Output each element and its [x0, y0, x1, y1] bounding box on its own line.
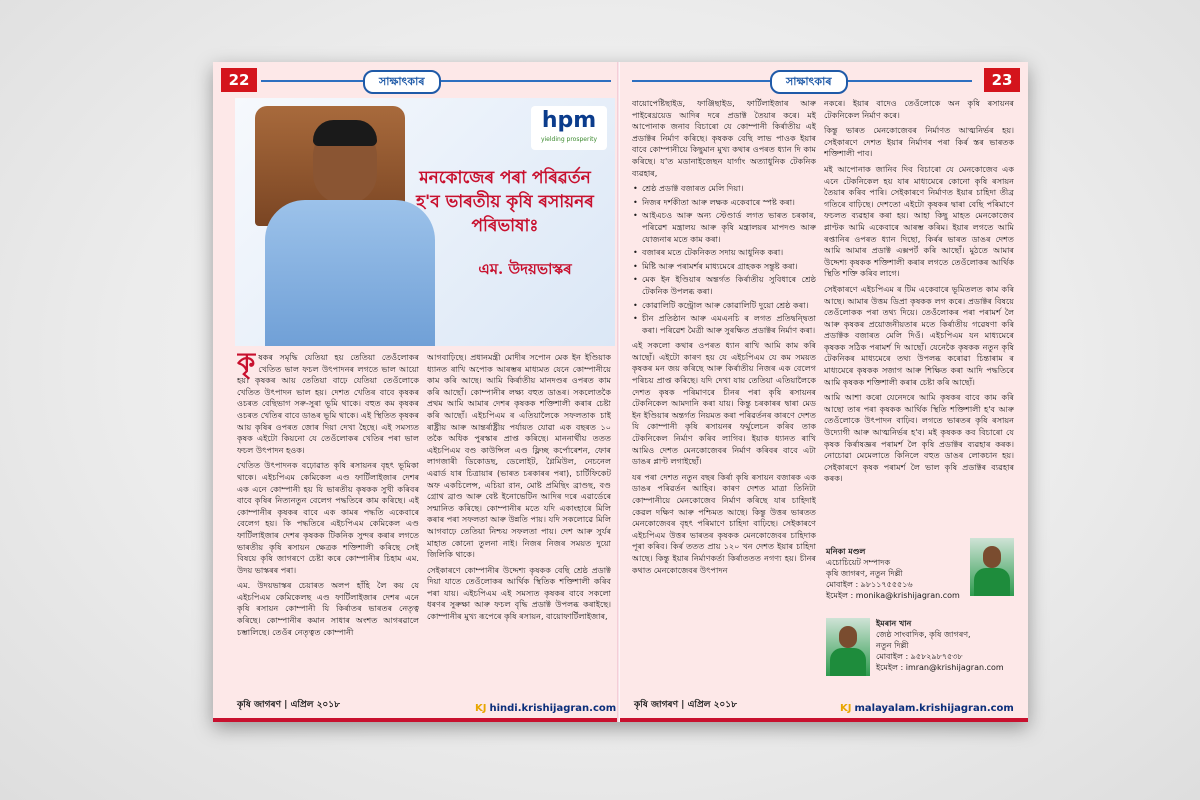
contact-card-1: [826, 546, 966, 601]
contact-role: এচোচিয়েট সম্পাদক: [826, 558, 891, 567]
headline: [389, 166, 615, 238]
contact-name: ইমৰান খান: [876, 619, 912, 628]
paragraph: সেইকাৰণে কোম্পানীৰ উদ্দেশ্য কৃষকক বেছি শ্ৰেষ্ঠ প্ৰডাক্ট দিয়া যাতে তেওঁলোকৰ আৰ্থিক স্থিতিক শক্তিশালী কৰিব পৰা যায়। এইচপিএম এই সমস্যত কৃষকৰ বাবে সকলো ধৰণৰ সুৰুক্ষা আৰু ফচল বৃদ্ধি প্ৰডাক্ট উপলব্ধ কৰাইছে। কোম্পানীৰ মুখ্য ৰূপেৰে কৃষি ৰসায়ন, বায়োফাৰ্টিলাইজাৰ,: [427, 564, 611, 622]
left-page: [213, 62, 621, 722]
contact-org: নতুন দিল্লী: [876, 641, 909, 650]
paragraph: মই আপোনাক জানিব দিব বিচাৰো যে মেনকোজেব এক এনে টেকনিকেল হয় যাৰ মাধ্যমেৰে কোনো কৃষি ৰসায়ন তৈয়াৰ কৰিব পাৰি। সেইকাৰণে নিৰ্মাণত ইয়াৰ চাহিদা তীব্ৰ গতিৰে বাঢ়িছে। দেশতো এইটো কৃষকৰ দ্বাৰা বেছি পৰিমাণে ফচলত ব্যৱহাৰ কৰা হয়। আহা কিছু মাহত মেনকোজেব প্লাণ্টক আমি একেবাৰে আৰম্ভ কৰিম। ইয়াৰ লগতে আমি ৰপ্তানিৰ ওপৰত ধ্যান দিছো, কিৰ্ৰৰ ভাৰত ডাঙৰ দেশত আমি আমাৰ প্ৰডাক্ট এক্সপৰ্ট কৰি আছোঁ। মুঠতে আমাৰ উদ্দেশ্য কৃষকক শক্তিশালী কৰাৰ লগতে তেওঁলোকৰ আৰ্থিক স্থিতি শক্তি কৰিব লাগে।: [824, 163, 1014, 279]
footer-bar: [213, 718, 620, 722]
page-number: 23: [984, 68, 1020, 92]
headline-line: পৰিভাষাঃ: [471, 216, 539, 236]
magazine-spread: [213, 62, 1028, 722]
right-page: [620, 62, 1028, 722]
logo-tagline: yielding prosperity: [540, 136, 598, 143]
article-column-2: [427, 352, 611, 680]
bullet-item: • শ্ৰেষ্ঠ প্ৰডাক্ট বজাৰত মেলি দিয়া।: [632, 183, 816, 195]
kj-logo-icon: KJ: [840, 703, 852, 714]
contact-org: কৃষি জাগৰণ, নতুন দিল্লী: [826, 569, 903, 578]
paragraph: খেতিত উৎপাদনক বঢ়োৱাত কৃষি ৰসায়নৰ বৃহৎ ভূমিকা থাকে। এইচপিএম কেমিকেল এণ্ড ফাৰ্টিলাইজাৰ দেশৰ এক এনে কোম্পানী হয় যি ভাৰতীয় কৃষকক সুখী কৰিবৰ বাবে কৃষিৰ নিত্যনতুন বেলেগ পদ্ধতিৰে কাম কৰিছে। এই কোম্পানীৰ কৃষকৰ বাবে এক কামৰ পদ্ধতি একেবাৰে বেলেগ হয়। কি পদ্ধতিৰে এইচপিএম কেমিকেল এণ্ড ফাৰ্টিলাইজাৰ দেশৰ কৃষকক টিকনিক সুন্দৰ কৰাৰ লগতে ভাৰতীয় কৃষি ৰসায়ন ক্ষেত্ৰক শক্তিশালী কৰিছে সেই বিষয়ে কৃষি জাগৰণে চেষ্টা কৰে কোম্পানীৰ চিহাম এম. উদয় ভাস্কৰৰ পৰা।: [237, 460, 419, 575]
contact-email: ইমেইল : imran@krishijagran.com: [876, 663, 1004, 672]
headline-line: মনকোজেৰ পৰা পৰিৱৰ্তন: [419, 168, 591, 188]
paragraph: সেইকাৰণে এইচপিএম ৰ টিম একেবাৰে ভূমিতলত কাম কৰি আছে। আমাৰ উত্তম ডিপ্ৰা কৃষকক লগ কৰে। প্ৰডাক্টৰ বিষয়ে তেওঁলোকক পৰা তথ্য দিয়ে। তেওঁলোকৰ পৰা পৰামৰ্শ লৈ আৰু কৃষকৰ প্ৰয়োজনীয়তাৰ মতে কিৰ্ৰাতীয় গৱেষণা কৰি প্ৰডাক্টক বজাৰত মেলি দিওঁ। এইচপিএম যন মাধ্যমেৰে কৃষকক সঠিক পৰামৰ্শ দি আছোঁ। যেনেকৈ কৃষকক নতুন কৃষি টেকনিকৰ মাধ্যমেৰে তথ্য উপলব্ধ কৰোৱা চিন্তাৰাম ৰ মাধ্যমেৰে কৃষকক সজাগ আৰু শিক্ষিত কৰা আদি পদ্ধতিৰে আমি কৃষকক শক্তিশালী কৰাৰ চেষ্টা কৰি আছোঁ।: [824, 283, 1014, 387]
contact-photo-1: [970, 538, 1014, 596]
bullet-item: • মিষ্টি আৰু পৰামৰ্শৰ মাধ্যমেৰে গ্ৰাহকক সন্তুষ্ট কৰা।: [632, 261, 816, 273]
footer-bar: [620, 718, 1028, 722]
hero-photo: [235, 98, 615, 346]
section-label: সাক্ষাৎকাৰ: [770, 70, 848, 94]
bullet-list: [632, 183, 816, 336]
article-column-3: [632, 98, 816, 678]
drop-cap: কৃ: [237, 352, 256, 378]
article-column-1: [237, 352, 419, 680]
paragraph: এম. উদয়ভাস্কৰ চেয়াৰত অলপ হাঁহি লৈ কয় যে এইচপিএম কেমিকেলছ এণ্ড ফাৰ্টিলাইজাৰ দেশৰ এনে কৃষি ৰসায়ন কোম্পানী যি কিৰ্ৰাতৰ ভাৰতৰ নেতৃত্ব কৰিছে। কোম্পানীৰ কমান সাধাৰ অংশত আগৰৱালে চম্ভালিছে। তেওঁৰ নেতৃত্বত কোম্পানী: [237, 580, 419, 637]
contact-email: ইমেইল : monika@krishijagran.com: [826, 591, 960, 600]
footer-url: KJ hindi.krishijagran.com: [475, 703, 617, 714]
page-number: 22: [221, 68, 257, 92]
bullet-item: • চীন প্ৰতিষ্ঠান আৰু এমএনচি ৰ লগত প্ৰতিদ্বন্দ্বিতা কৰা। পৰিৱেশ মৈত্ৰী আৰু সুৰক্ষিত প্ৰডাক্টৰ নিৰ্মাণ কৰা।: [632, 313, 816, 336]
logo-text: hpm: [541, 108, 597, 133]
bullet-item: • মেক ইন ইণ্ডিয়াৰ অন্তৰ্গত কিৰ্ৰাতীয় সুবিধাৰে শ্ৰেষ্ঠ টেকনিক উপলব্ধ কৰা।: [632, 274, 816, 297]
page-footer: কৃষি জাগৰণ | এপ্ৰিল ২০১৮: [634, 700, 737, 710]
bullet-item: • নিজৰ দৰ্শকীতা আৰু লক্ষক একেবাৰে স্পষ্ট কৰা।: [632, 197, 816, 209]
contact-card-2: [876, 618, 1016, 673]
bullet-item: • কোৱালিটি কন্ট্ৰোল আৰু কোৱালিটি দুয়ো শ্ৰেষ্ঠ কৰা।: [632, 300, 816, 312]
footer-url: KJ malayalam.krishijagran.com: [840, 703, 1014, 714]
hpm-logo: [531, 106, 607, 150]
contact-name: মনিকা মণ্ডল: [826, 547, 866, 556]
paragraph: এই সকলো কথাৰ ওপৰত ধ্যান ৰাখি আমি কাম কৰি আছোঁ। এইটো কাৰণ হয় যে এইচপিএম যে কম সময়ত কৃষকৰ মন জয় কৰিছে আৰু কিৰ্ৰাতীয় নিজৰ এক বেলেগ পৰিচয় প্ৰাপ্ত কৰিছে। যদি দেখা যায় তেতিয়া এতিয়ালৈকে দেশত কৃষক পৰিমাণৰে চীনৰ পৰা কৃষি ৰসায়নৰ টেকনিকেল আমদানি কৰা যায়। কিন্তু চৰকাৰৰ দ্বাৰা মেড ইন ইণ্ডিয়াৰ অন্তৰ্গত নিয়মত কৰা পৰিৱৰ্তনৰ কাৰণে দেশত যি কোম্পানী কৃষি ৰসায়নৰ ফৰ্মুলেচন কৰিব তাক টেকনিকেল নিৰ্মাণ কৰিব লাগিব। ইয়াক ধ্যানত ৰাখি আমিও দেশত মেনকোজেবৰ নিৰ্মাণ কৰিবৰ বাবে এটা ডাঙৰ প্লাণ্ট লগাইছোঁ।: [632, 340, 816, 467]
paragraph: নকৰে। ইয়াৰ বাদেও তেওঁলোকে অন কৃষি ৰসায়নৰ টেকনিকেল নিৰ্মাণ কৰে।: [824, 98, 1014, 120]
paragraph: আগবাঢ়িছে। প্ৰধানমন্ত্ৰী মোদীৰ সপোন মেক ইন ইণ্ডিয়াক ধ্যানত ৰাখি অপোক আৰম্ভৰ মাধ্যমত যেনে কোম্পানীয়ে কাম কৰি আছে। আমি কিৰ্ৰাতীয় মানদণ্ডৰ ওপৰত কাম কৰি আছোঁ। কোম্পানীৰ লক্ষ্য বহুত ডাঙৰ। সকলোতকৈ প্ৰথম আমি আমাৰ দেশৰ কৃষকক শক্তিশালী কৰাৰ চেষ্টা কৰি আছোঁ। এইচপিএম ৰ এতিয়ালৈকে সফলতাক চাই ৰাষ্ট্ৰীয় আৰু আন্তৰ্ৰাষ্ট্ৰীয় পৰ্যায়ত যোৱা এক বছৰত ১০ তকৈ অধিক পুৰস্কাৰ প্ৰাপ্ত কৰিছে। মাননাৰ্থীয় ততত এইচপিএম বণ্ড কাউন্সিল এণ্ড ফ্লিচ্ছ কৰ্পোৰেশন, ফোৰ লাগজাৰী ডিকোডছ, ডেলোইট, গ্লৈমিউল, নেচনেল এৱাৰ্ড যাৰ চিত্ৰায়াৰ (ভাৰত চৰকাৰৰ পৰা), চাৰ্টিফিকেট অফ একচিলেন্স, এচিয়া রান, মোষ্ট প্ৰমিছিং ব্ৰাণ্ডছ, বণ্ড গ্ৰোথ ব্ৰাণ্ড আৰু বেষ্ট ইনোভেটিন আদিৰ দৰে এৱাৰ্ডেৰে সন্মানিত কৰিছে। কোম্পানীৰ মতে যদি একাংহাৰে মিলি কৰাৰ পৰা সফলতা আৰু উন্নতি পায়। যদি সকলোৱে মিলি আগবাঢ়ে তেতিয়া নিশ্চয় সফলতা পায়। দেশ আৰু সুৰ্যৰ মাহাত কোনো তুলনা নাই। নিজৰ নিজৰ সময়ত দুয়ো জিলিকি থাকে।: [427, 352, 611, 560]
article-column-4: [824, 98, 1014, 536]
paragraph: আমি আশা কৰো যেনেদৰে আমি কৃষকৰ বাবে কাম কৰি আছো তাৰ পৰা কৃষকক আৰ্থিক স্থিতি শক্তিশালী হ'ব আৰু তেওঁলোকে উৎপাদন বাঢ়িব। লগতে ভাৰতৰ কৃষি ৰসায়ন উদ্যোগী আৰু আত্মনিৰ্ভৰ হ'ব। মই কৃষকক কব বিচাৰো যে কৃষক কিৰ্ৰাষজ্ঞৰ পৰামৰ্শ লৈ কৃষি প্ৰডাক্টৰ ব্যৱহাৰ কৰক। নোচোৱা মেমেলাতে কিনিলে বহুত ডাঙৰ লোকচান হয়। সেইকাৰণে কৃষক পৰামৰ্শ লৈ ভাল কৃষি প্ৰডাক্টৰ ব্যৱহাৰ কৰক।: [824, 392, 1014, 484]
bullet-item: • বজাৰৰ মতে টেকনিকত সদায় আধুনিক কৰা।: [632, 247, 816, 259]
paragraph: বায়োপেষ্টিছাইড, ফাঞ্জিছাইড, ফাৰ্টিলাইজাৰ আৰু পাইৰেথ্ৰয়েড আদিৰ দৰে প্ৰডাক্ট তৈয়াৰ কৰে। মই আপোনাক জনাব বিচাৰো যে কোম্পানী কিৰ্ৰাতীয় এই প্ৰডাক্টৰ নিৰ্মাণ কৰিছে। কৃষকক বেছি লাভ পাওক ইয়াৰ বাবে কোম্পানীয়ে কিছুমান মুখ্য কথাৰ ওপৰত ধ্যান দি কাম কৰিছে। য'ত মডানাইজেছন যাৰ্গাং অত্যাধুনিক টেকনিক ব্যৱহাৰ,: [632, 98, 816, 178]
bullet-item: • আইএচও আৰু অন্য স্টেণ্ডাৰ্ড লগত ভাৰত চৰকাৰ, পৰিৱেশ মন্ত্ৰালয় আৰু কৃষি মন্ত্ৰালয়ৰ মাপদণ্ড আৰু যোজনাৰ মতে কাম কৰা।: [632, 210, 816, 245]
headline-line: হ'ব ভাৰতীয় কৃষি ৰসায়নৰ: [416, 192, 594, 212]
paragraph: কিন্তু ভাৰত মেনকোজেবৰ নিৰ্মাণত আত্মনিৰ্ভৰ হয়। সেইকাৰণে দেশত ইয়াৰ নিৰ্মাণৰ পৰা কিৰ্ৰ স্তৰ ভাৰতক শক্তিশালী পাব।: [824, 125, 1014, 159]
contact-phone: মোবাইল : ৯৮১১৭৫৫৫১৬: [826, 580, 913, 589]
page-footer: কৃষি জাগৰণ | এপ্ৰিল ২০১৮: [237, 700, 340, 710]
byline: এম. উদয়ভাস্কৰ: [478, 260, 572, 278]
paragraph: যৰ পৰা দেশত নতুন বছৰ কিৰ্ৰা কৃষি ৰসায়ন বজাৰক এক ডাঙৰ পৰিৱৰ্তন আহিব। কাৰণ দেশত মাত্ৰা তিনিটা কোম্পানীয়ে মেনকোজেব নিৰ্মাণ কৰিছে যাৰ চাহিদাই কেৱল দক্ষিণ আৰু পশ্চিমত আছে। কিন্তু উত্তৰ ভাৰতত মেনকোজেবৰ বৃহৎ পৰিমাণে চাহিদা বাঢ়িছে। সেইকাৰণে এইচপিএম উত্তৰ ভাৰতৰ কৃষকক মেনকোজেবৰ চাহিদাক পূৰা কৰিব। কিৰ্ৰ ততত প্ৰায় ১২০ খন দেশত ইয়াৰ চাহিদা আছে। কিন্তু ইয়াৰ নিৰ্মাণকৰ্তা কিৰ্ৰাততত নগণ্য হয়। চীনৰ কথাত মেনকোজেবৰ উৎপাদন: [632, 471, 816, 575]
contact-role: জেষ্ঠ সাংবাদিক, কৃষি জাগৰণ,: [876, 630, 971, 639]
kj-logo-icon: KJ: [475, 703, 487, 714]
contact-photo-2: [826, 618, 870, 676]
paragraph: কৃষকৰ সমৃদ্ধি যেতিয়া হয় তেতিয়া তেওঁলোকৰ খেতিত ভাল ফচল উৎপাদনৰ লগতে ভাল আয়ো হয়। কৃষকৰ আয় তেতিয়া বাঢ়ে যেতিয়া তেওঁলোকে খেতিত উৎপাদন ভাল হয়। দেশত খেতিৰ বাবে কৃষকৰ ওচৰত বেছিভাগ সৰু-সুৰা ভূমি থাকে। বহুত কম কৃষকৰ ওচৰত খেতিৰ বাবে ডাঙৰ ভূমি থাকে। এই স্থিতিত কৃষকৰ আয় কৃষিৰ ওপৰত জোৰ দিয়া দেখা হৈছে। এই সমস্যত কৃষক এইটো কিয়নো যে তেওঁলোকৰ খেতিৰ পৰা ভাল ফচল উৎপাদন হওক।: [237, 352, 419, 455]
section-label: সাক্ষাৎকাৰ: [363, 70, 441, 94]
contact-phone: মোবাইল : ৯৫৮২৯৮৭৫৩৮: [876, 652, 963, 661]
